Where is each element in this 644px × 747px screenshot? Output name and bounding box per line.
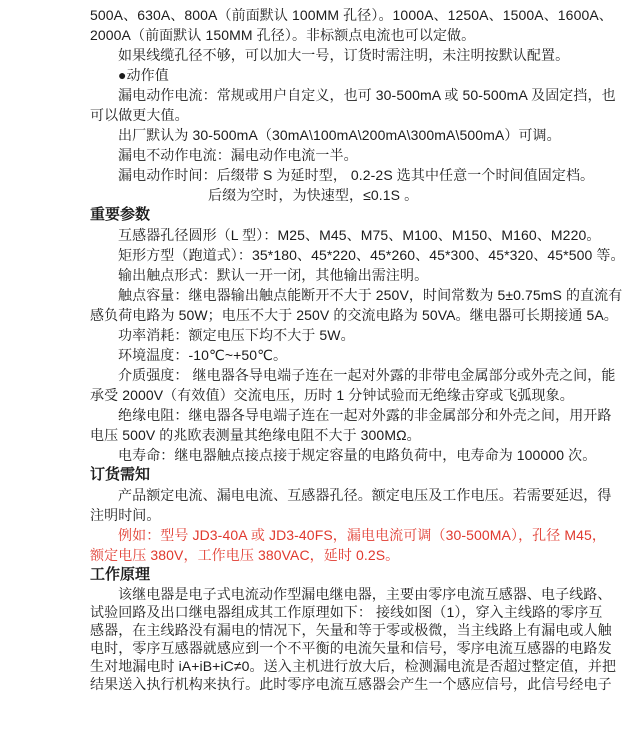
text-line: 电压 500V 的兆欧表测量其绝缘电阻不大于 300MΩ。 bbox=[90, 427, 421, 443]
text-line: 出厂默认为 30-500mA（30mA\100mA\200mA\300mA\500mA）可调。 bbox=[118, 127, 561, 143]
text-line: 结果送入执行机构来执行。此时零序电流互感器会产生一个感应信号，此信号经电子 bbox=[90, 676, 612, 692]
text-line: 输出触点形式：默认一开一闭，其他输出需注明。 bbox=[118, 267, 429, 283]
section-heading-working-principle: 工作原理 bbox=[90, 566, 151, 583]
order-example-line: 例如：型号 JD3-40A 或 JD3-40FS，漏电电流可调（30-500MA），孔径 M45， bbox=[118, 527, 607, 543]
bullet-line-action-value: ●动作值 bbox=[118, 67, 169, 83]
text-line: 产品额定电流、漏电电流、互感器孔径。额定电压及工作电压。若需要延迟，得 bbox=[118, 487, 612, 503]
text-line: 后缀为空时，为快速型，≤0.1S 。 bbox=[208, 187, 419, 203]
text-line: 感负荷电路为 50W；电压不大于 250V 的交流电路为 50VA。继电器可长期接通 5A。 bbox=[90, 307, 618, 323]
text-line: 功率消耗：额定电压下均不大于 5W。 bbox=[118, 327, 355, 343]
text-line: 试验回路及出口继电器组成其工作原理如下： 接线如图（1），穿入主线路的零序互 bbox=[90, 604, 603, 620]
text-line: 2000A（前面默认 150MM 孔径）。非标额点电流也可以定做。 bbox=[90, 27, 476, 43]
text-line: 漏电不动作电流：漏电动作电流一半。 bbox=[118, 147, 358, 163]
text-line: 矩形方型（跑道式）：35*180、45*220、45*260、45*300、45*320、45*500 等。 bbox=[118, 247, 625, 263]
section-heading-ordering-information: 订货需知 bbox=[90, 466, 151, 483]
section-heading-important-parameters: 重要参数 bbox=[90, 206, 151, 223]
section-important-parameters bbox=[90, 225, 624, 465]
text-line: 生对地漏电时 iA+iB+iC≠0。送入主机进行放大后，检测漏电流是否超过整定值，并把 bbox=[90, 658, 617, 674]
text-line: 该继电器是电子式电流动作型漏电继电器，主要由零序电流互感器、电子线路、 bbox=[118, 586, 612, 602]
text-line: 漏电动作电流：常规或用户自定义，也可 30-500mA 或 50-500mA 及固定挡，也 bbox=[118, 87, 616, 103]
text-line: 电寿命：继电器触点接点接于规定容量的电路负荷中，电寿命为 100000 次。 bbox=[118, 447, 597, 463]
section-ordering-information bbox=[90, 485, 624, 565]
text-line: 互感器孔径圆形（L 型）：M25、M45、M75、M100、M150、M160、M220。 bbox=[118, 227, 601, 243]
text-line: 介质强度： 继电器各导电端子连在一起对外露的非带电金属部分或外壳之间，能 bbox=[118, 367, 616, 383]
text-line: 环境温度：-10℃~+50℃。 bbox=[118, 347, 288, 363]
text-line: 触点容量：继电器输出触点能断开不大于 250V，时间常数为 5±0.75mS 的直流有 bbox=[118, 287, 623, 303]
section-rated-current-and-action-values bbox=[90, 5, 624, 205]
text-line: 如果线缆孔径不够，可以加大一号，订货时需注明，未注明按默认配置。 bbox=[118, 47, 570, 63]
text-line: 电时，零序互感器就感应到一个不平衡的电流矢量和信号，零序电流互感器的电路发 bbox=[90, 640, 612, 656]
text-line: 漏电动作时间：后缀带 S 为延时型， 0.2-2S 选其中任意一个时间值固定档。 bbox=[118, 167, 595, 183]
text-line: 感器，在主线路没有漏电的情况下，矢量和等于零或极微，当主线路上有漏电或人触 bbox=[90, 622, 612, 638]
text-line: 可以做更大值。 bbox=[90, 107, 189, 123]
text-line: 承受 2000V（有效值）交流电压，历时 1 分钟试验而无绝缘击穿或飞弧现象。 bbox=[90, 387, 574, 403]
text-line: 注明时间。 bbox=[90, 507, 161, 523]
section-working-principle bbox=[90, 585, 624, 693]
order-example-line: 额定电压 380V，工作电压 380VAC，延时 0.2S。 bbox=[90, 547, 400, 563]
text-line: 500A、630A、800A（前面默认 100MM 孔径）。1000A、1250A、1500A、1600A、 bbox=[90, 7, 613, 23]
text-line: 绝缘电阻：继电器各导电端子连在一起对外露的非金属部分和外壳之间，用开路 bbox=[118, 407, 612, 423]
